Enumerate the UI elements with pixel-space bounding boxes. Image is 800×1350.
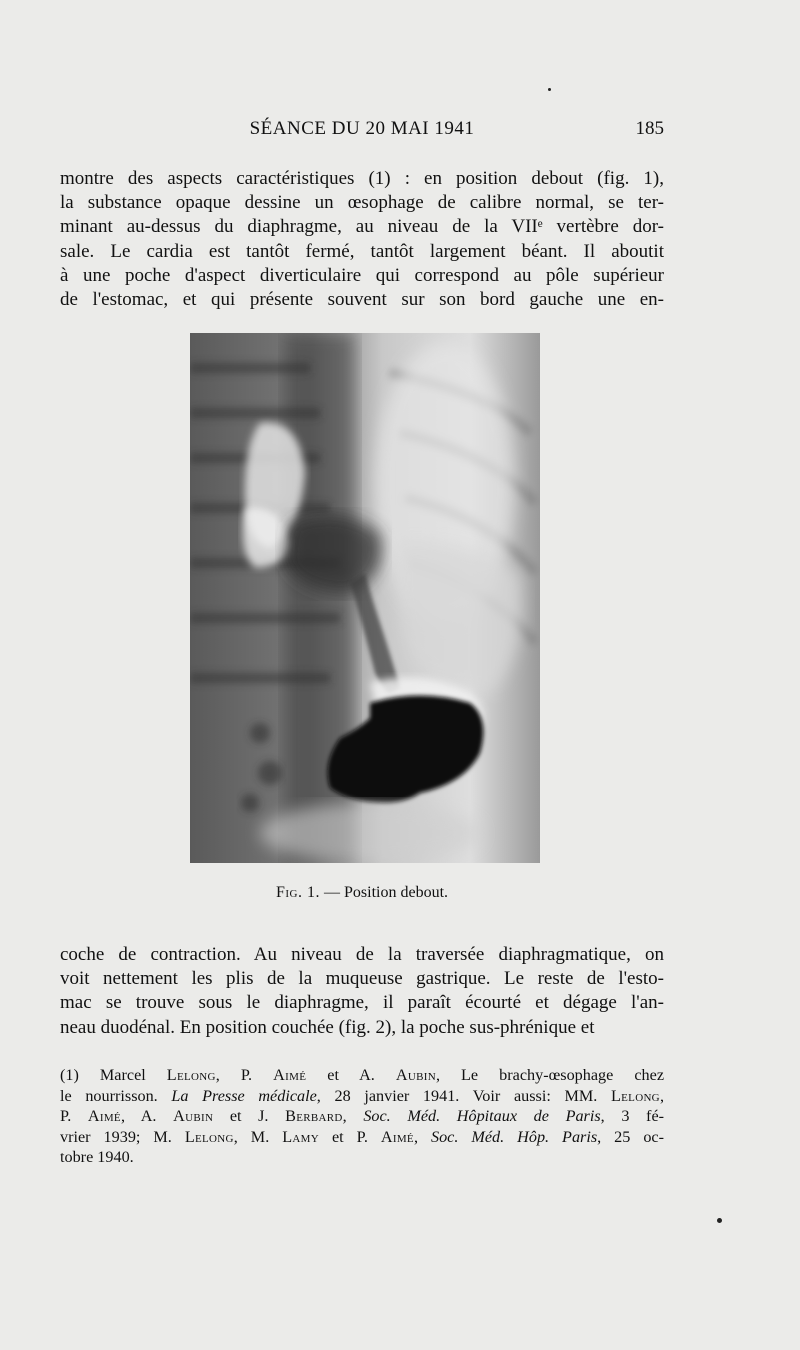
author-name: Lelong	[610, 1086, 660, 1105]
footnote-line	[60, 1106, 664, 1127]
footnote-line	[60, 1086, 664, 1107]
author-name: Aimé	[87, 1107, 121, 1125]
text-line: de l'estomac, et qui présente souvent sur son bord gauche une en-	[60, 289, 664, 311]
text-line: neau duodénal. En position couchée (fig. 2), la poche sus-phrénique et	[60, 1016, 595, 1038]
paragraph-bottom	[60, 943, 664, 1040]
footnote-text: , 3 fé-	[600, 1107, 665, 1125]
author-name: Aimé	[273, 1066, 307, 1084]
text-line: coche de contraction. Au niveau de la traversée diaphragmatique, on	[60, 944, 664, 965]
figure-caption	[60, 884, 664, 902]
caption-dash: —	[320, 884, 344, 901]
running-header	[60, 118, 664, 144]
footnote-text: ,	[659, 1086, 664, 1105]
footnote-text: et J.	[213, 1107, 286, 1125]
running-title: SÉANCE DU 20 MAI 1941	[249, 118, 475, 139]
speck	[548, 88, 551, 91]
page-number: 185	[635, 118, 664, 139]
author-name: Lelong	[166, 1066, 216, 1084]
paragraph-top	[60, 167, 664, 312]
author-name: Lelong	[184, 1127, 234, 1146]
footnote-text: , M.	[233, 1127, 283, 1146]
author-name: Berbard	[285, 1107, 343, 1125]
author-name: Lamy	[282, 1127, 319, 1146]
text-line: mac se trouve sous le diaphragme, il paraît écourté et dégage l'an-	[60, 992, 664, 1014]
journal-title: Soc. Méd. Hôpitaux de Paris	[363, 1107, 601, 1125]
text-line: montre des aspects caractéristiques (1) : en position debout (fig. 1),	[60, 168, 664, 189]
footnote-text: , 28 janvier 1941. Voir aussi: MM.	[316, 1086, 611, 1105]
footnote-text: ,	[342, 1107, 364, 1125]
journal-title: La Presse médicale	[171, 1086, 317, 1105]
footnote-text: , 25 oc-	[597, 1127, 665, 1146]
footnote-text: , A.	[120, 1107, 174, 1125]
footnote-line	[60, 1065, 664, 1086]
author-name: Aimé	[380, 1127, 414, 1146]
footnote-text: et A.	[306, 1066, 396, 1084]
caption-text: Position debout.	[344, 884, 449, 901]
speck	[717, 1218, 722, 1223]
xray-figure	[190, 333, 540, 863]
text-line: la substance opaque dessine un œsophage de calibre normal, se ter-	[60, 192, 664, 214]
text-line: minant au-dessus du diaphragme, au niveau de la VIIᵉ vertèbre dor-	[60, 216, 664, 238]
figure-number: Fig. 1.	[275, 884, 320, 901]
xray-image	[190, 333, 540, 863]
footnote-text: vrier 1939; M.	[60, 1127, 185, 1146]
footnote-text: , P.	[215, 1066, 274, 1084]
footnote-line: tobre 1940.	[60, 1148, 134, 1166]
text-line: à une poche d'aspect diverticulaire qui correspond au pôle supérieur	[60, 264, 664, 286]
footnote-text: et P.	[319, 1127, 381, 1146]
footnote-text: (1) Marcel	[60, 1066, 167, 1084]
footnote	[60, 1065, 664, 1168]
text-line: voit nettement les plis de la muqueuse gastrique. Le reste de l'esto-	[60, 968, 664, 990]
journal-title: Soc. Méd. Hôp. Paris	[430, 1127, 598, 1146]
author-name: Aubin	[173, 1107, 214, 1125]
footnote-text: ,	[413, 1127, 431, 1146]
footnote-text: le nourrisson.	[60, 1086, 172, 1105]
footnote-text: , Le brachy-œsophage chez	[435, 1066, 665, 1084]
footnote-text: P.	[60, 1107, 88, 1125]
footnote-line	[60, 1127, 664, 1148]
author-name: Aubin	[395, 1066, 436, 1084]
text-line: sale. Le cardia est tantôt fermé, tantôt largement béant. Il aboutit	[60, 240, 664, 262]
